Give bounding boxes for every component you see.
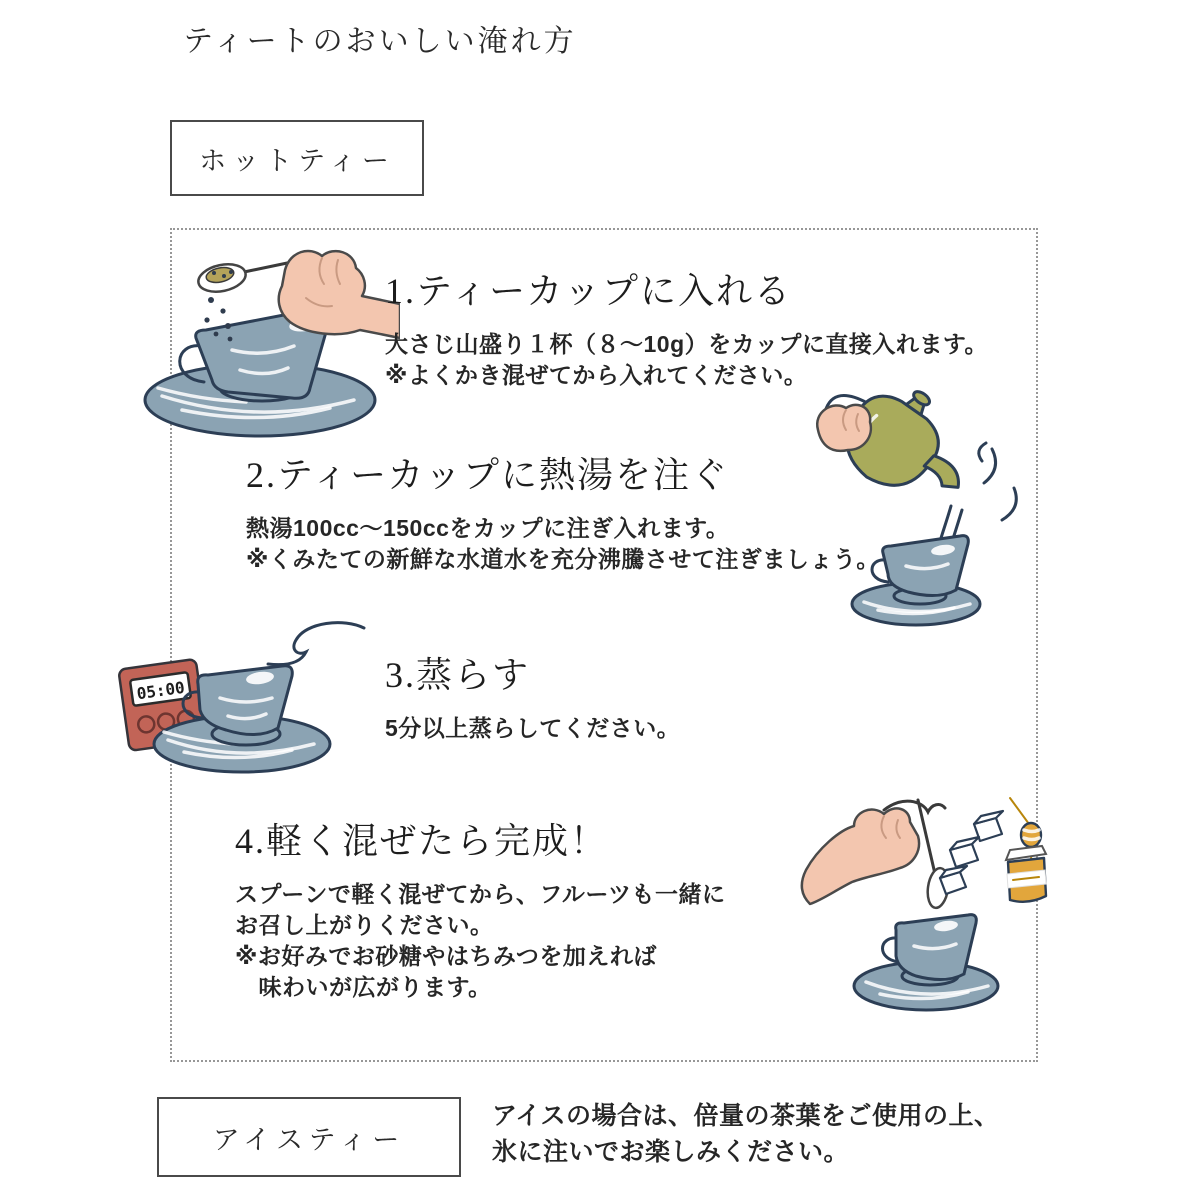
step-4 (235, 818, 726, 1003)
steam-swoosh (268, 623, 364, 665)
steam (979, 443, 1016, 520)
spoon-with-leaves (196, 260, 292, 295)
pouring-hand (817, 405, 871, 451)
hot-tea-label-box (170, 120, 424, 196)
step-3-body: 5分以上蒸らしてください。 (385, 714, 681, 741)
step-2-body: 熱湯100cc～150ccをカップに注ぎ入れます。 (246, 514, 730, 541)
ice-tea-note-line-1: アイスの場合は、倍量の茶葉をご使用の上、 (492, 1102, 1000, 1130)
honey-jar (1006, 846, 1046, 902)
step-4-heading: 4.軽く混ぜたら完成！ (235, 821, 609, 861)
ice-tea-note-line-2: 氷に注いでお楽しみください。 (492, 1138, 850, 1166)
step-2-heading: 2.ティーカップに熱湯を注ぐ (246, 455, 730, 495)
step-4-body-1: スプーンで軽く混ぜてから、フルーツも一緒に (235, 880, 726, 907)
ice-tea-label-box (157, 1097, 461, 1177)
ice-tea-note (492, 1098, 1000, 1170)
step-3-heading: 3.蒸らす (385, 655, 531, 695)
stirring-hand (802, 808, 919, 904)
step-3 (385, 652, 680, 744)
finishing-illustration (788, 778, 1063, 1043)
step-2-note: ※くみたての新鮮な水道水を充分沸騰させて注ぎましょう。 (246, 545, 880, 572)
page-title: ティートのおいしい淹れ方 (183, 25, 577, 58)
ice-tea-label: アイスティー (212, 1124, 406, 1155)
timer-display: 05:00 (135, 677, 186, 704)
sugar-cubes (940, 811, 1003, 894)
sprinkle-tea-illustration (110, 238, 400, 443)
hot-tea-label: ホットティー (199, 145, 395, 176)
step-1-heading: 1.ティーカップに入れる (385, 271, 793, 311)
step-4-body-2: お召し上がりください。 (235, 911, 494, 938)
step-1 (385, 268, 988, 391)
step-1-note: ※よくかき混ぜてから入れてください。 (385, 361, 808, 388)
step-4-note-2: 味わいが広がります。 (235, 973, 492, 1000)
hand (279, 251, 400, 338)
step-2 (246, 452, 880, 575)
step-1-body: 大さじ山盛り１杯（８～10g）をカップに直接入れます。 (385, 330, 989, 357)
steeping-illustration (100, 612, 395, 797)
step-4-note-1: ※お好みでお砂糖やはちみつを加えれば (235, 942, 657, 969)
